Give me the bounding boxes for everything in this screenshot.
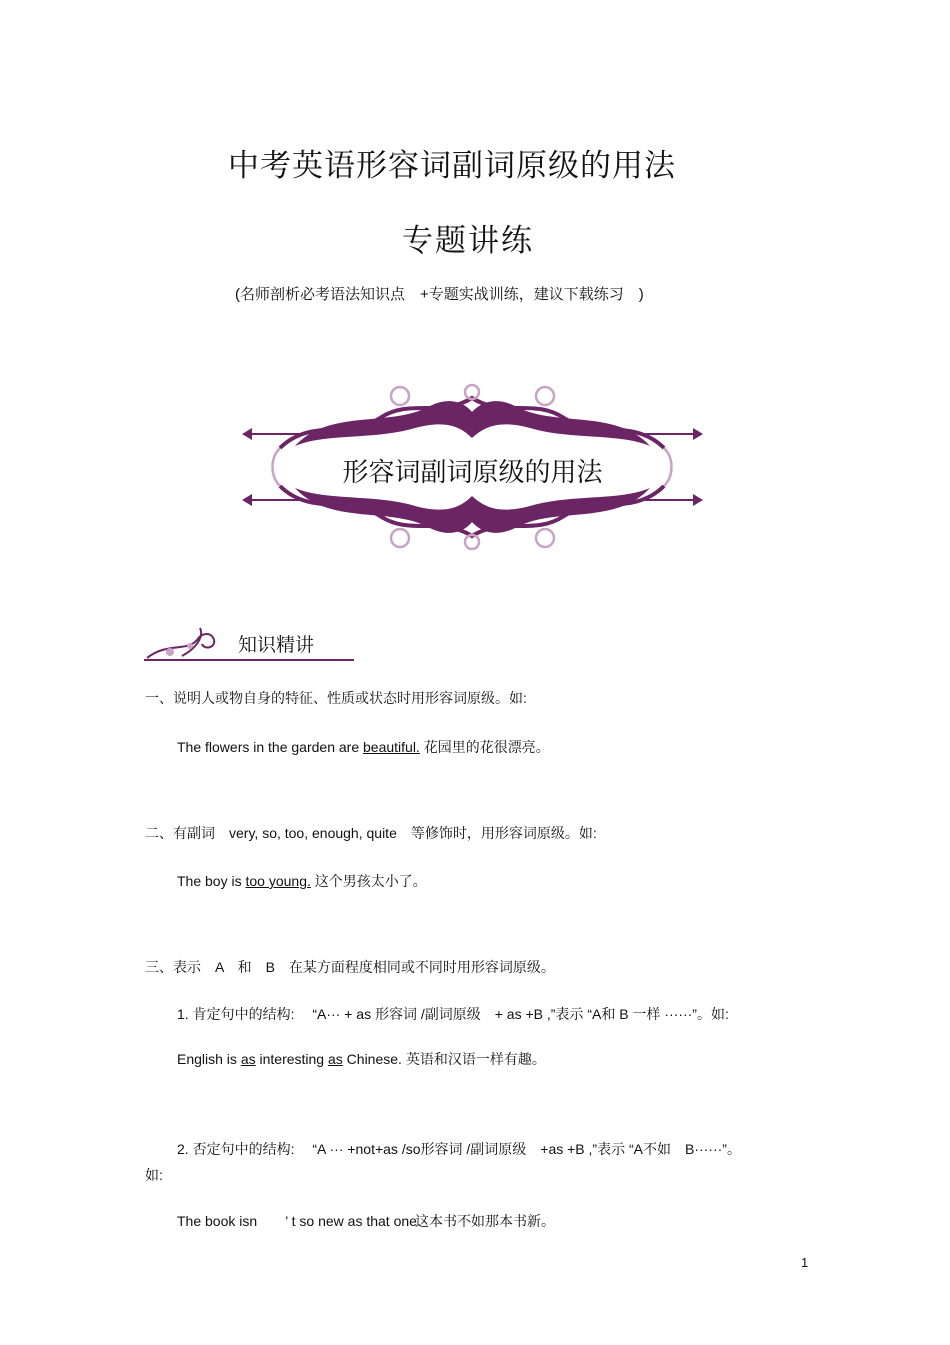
example-text: English is [177, 1051, 241, 1067]
rule-one-example [177, 737, 550, 757]
rule-one-heading: 一、说明人或物自身的特征、性质或状态时用形容词原级。如: [145, 690, 527, 706]
example-translation: Chinese. 英语和汉语一样有趣。 [342, 1051, 546, 1067]
example-translation: 这个男孩太小了。 [310, 873, 427, 889]
rule-three-example1 [177, 1049, 546, 1069]
section-title: 知识精讲 [238, 634, 315, 656]
example-translation: 花园里的花很漂亮。 [419, 739, 550, 755]
underlined-word: too young. [245, 873, 311, 889]
rule-three-sub1: 1. 肯定句中的结构: “A··· + as 形容词 /副词原级 + as +B ,”表示 “A和 B 一样 ······”。如: [177, 1006, 729, 1022]
example-text: The flowers in the garden are [177, 739, 363, 755]
underlined-word: as [240, 1051, 256, 1067]
banner-title: 形容词副词原级的用法 [342, 458, 603, 488]
document-title-line2: 专题讲练 [402, 223, 534, 259]
rule-three-sub2: 2. 否定句中的结构: “A ··· +not+as /so形容词 /副词原级 +as +B ,”表示 “A不如 B······”。 [177, 1141, 741, 1157]
example-text: interesting [255, 1051, 328, 1067]
rule-three-example2: The book isn ’ t so new as that one. [177, 1213, 421, 1229]
underlined-word: as [327, 1051, 343, 1067]
rule-two-example [177, 871, 427, 891]
page-number: 1 [801, 1255, 809, 1270]
rule-three-sub2-cont: 如: [145, 1167, 163, 1183]
rule-three-heading: 三、表示 A 和 B 在某方面程度相同或不同时用形容词原级。 [145, 959, 555, 975]
document-subtitle: (名师剖析必考语法知识点 +专题实战训练，建议下载练习 ) [235, 286, 644, 303]
rule-three-example2-translation: 这本书不如那本书新。 [415, 1213, 555, 1229]
rule-two-heading: 二、有副词 very, so, too, enough, quite 等修饰时，用形容词原级。如: [145, 825, 597, 841]
document-title: 中考英语形容词副词原级的用法 [228, 148, 676, 184]
underlined-word: beautiful. [363, 739, 420, 755]
example-text: The boy is [177, 873, 246, 889]
